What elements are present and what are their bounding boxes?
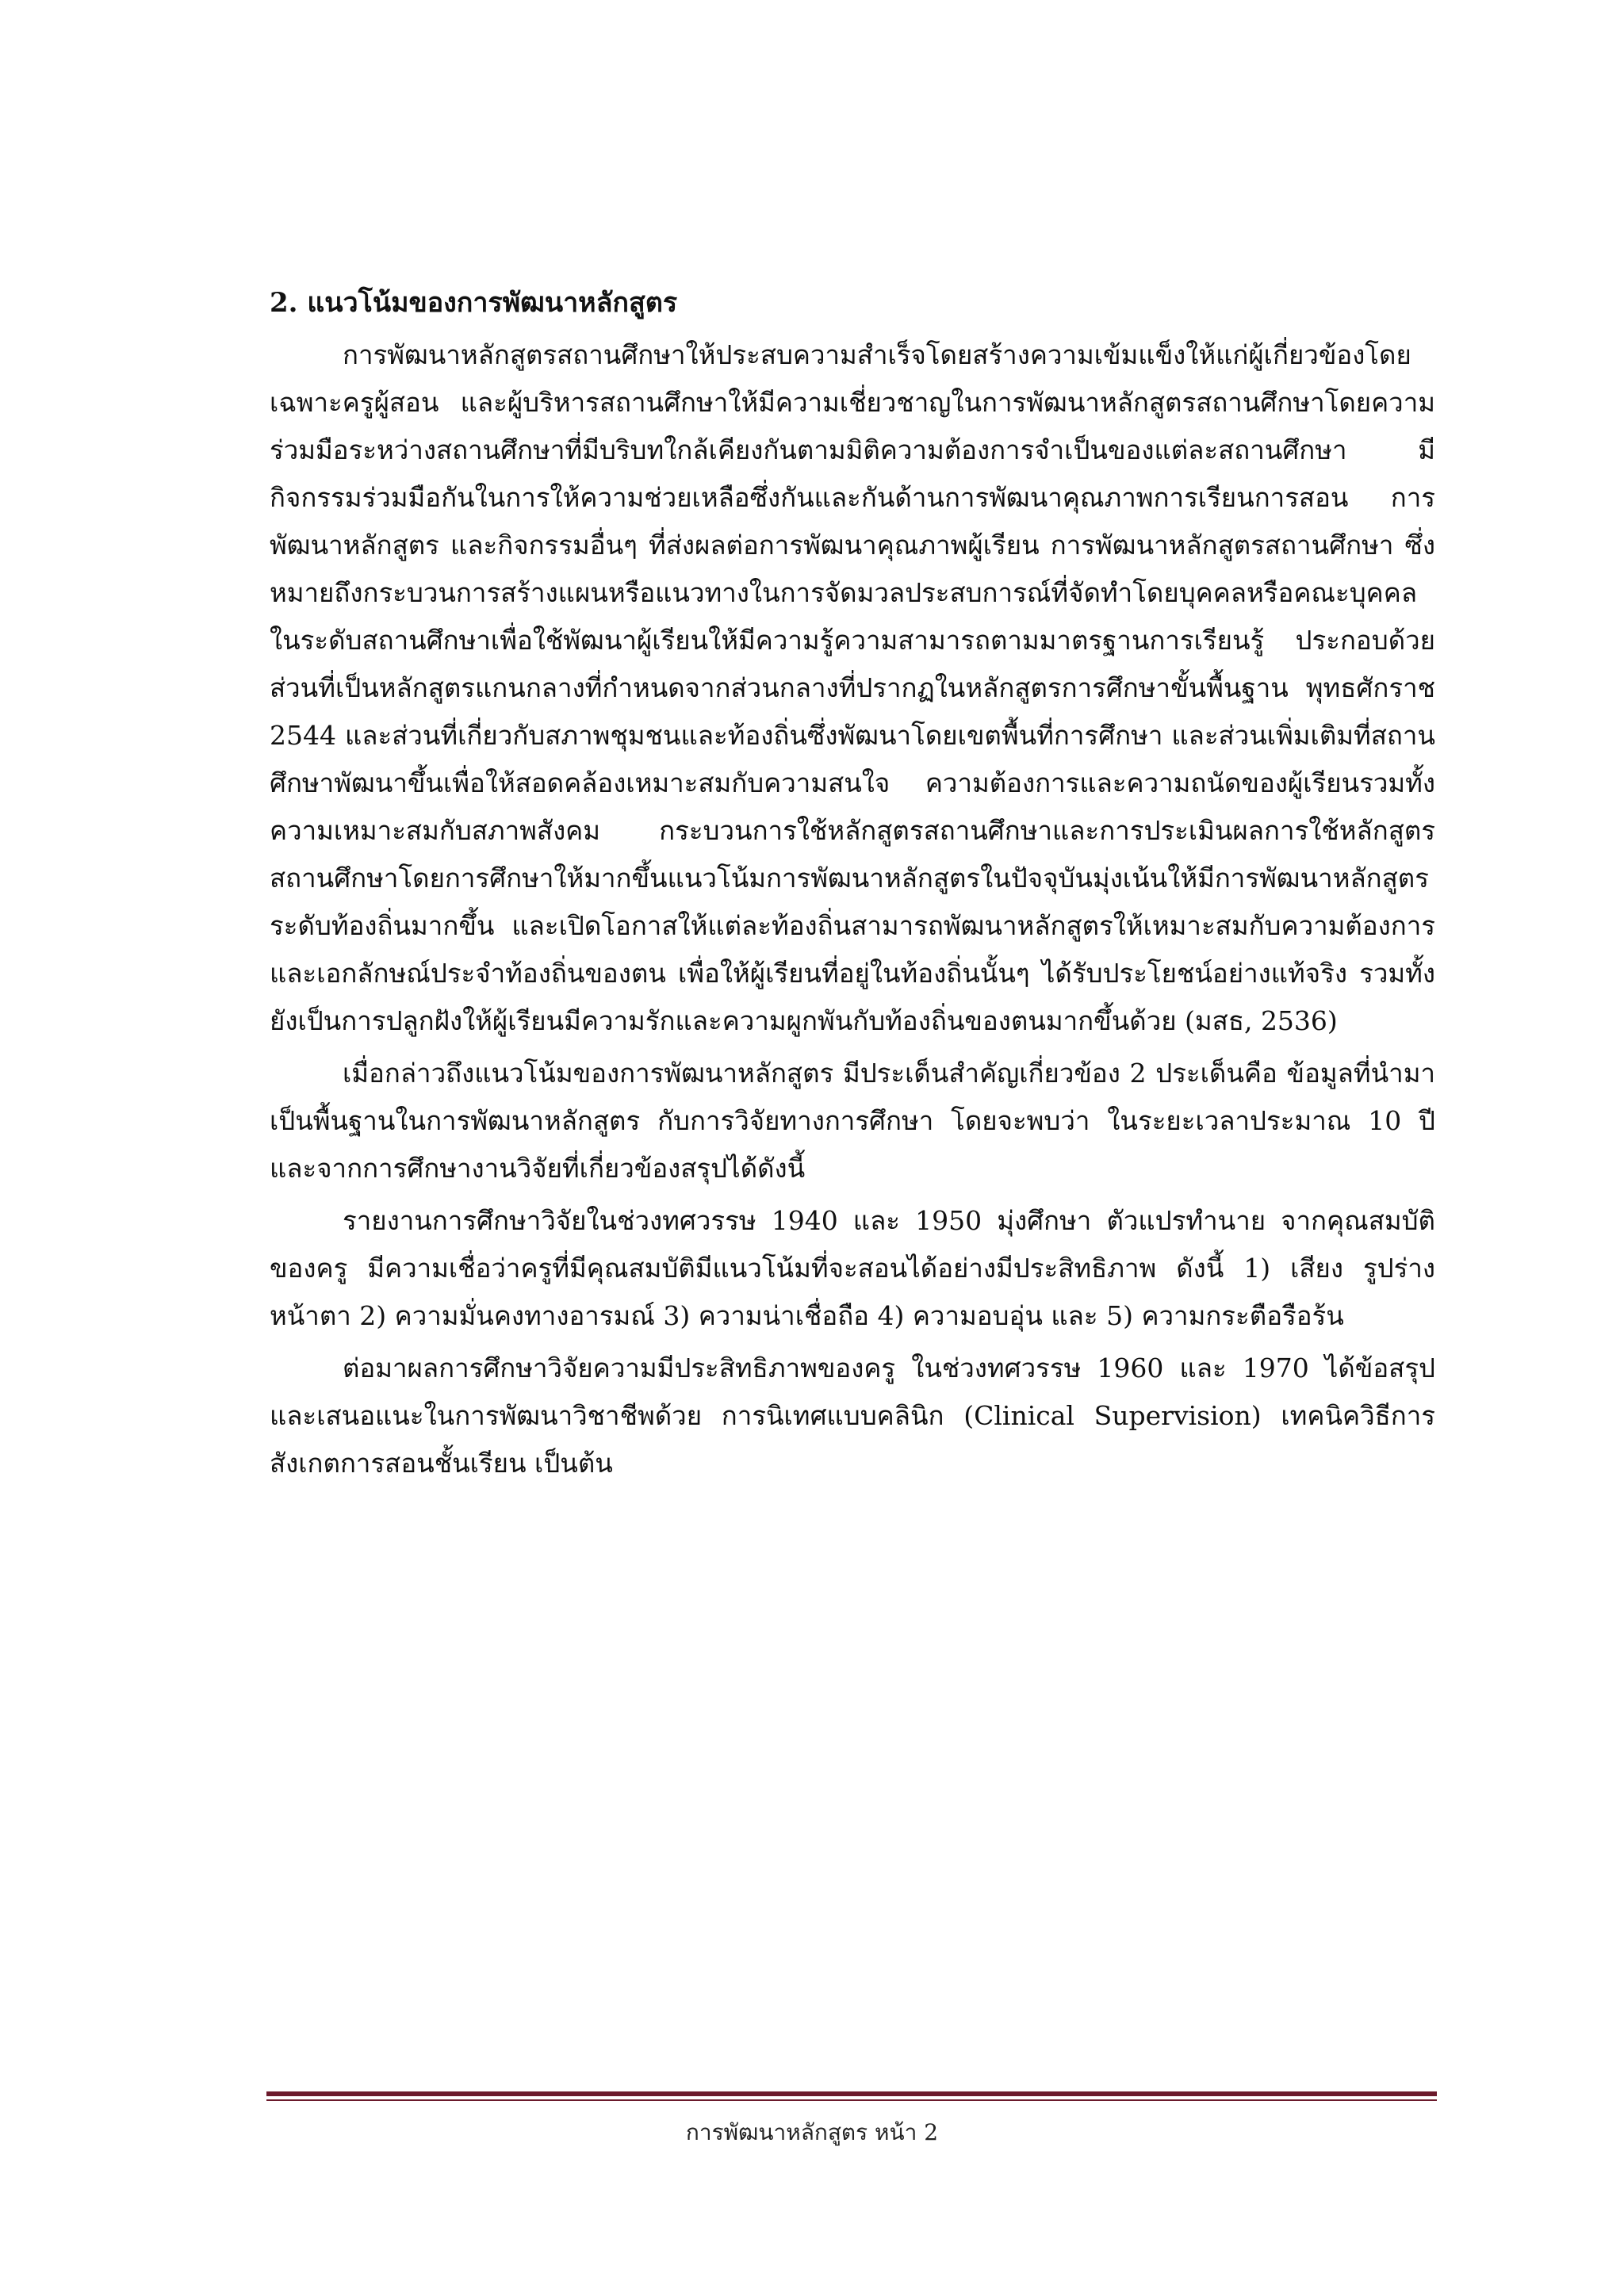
section-heading: 2. แนวโน้มของการพัฒนาหลักสูตร (270, 287, 678, 319)
paragraph-1: การพัฒนาหลักสูตรสถานศึกษาให้ประสบความสำเร็จโดยสร้างความเข้มแข็งให้แก่ผู้เกี่ยวข้องโดยเฉพาะครูผู้สอน และผู้บริหารสถานศึกษาให้มีความเชี่ยวชาญในการพัฒนาหลักสูตรสถานศึกษาโดยความร่วมมือระหว่างสถานศึกษาที่มีบริบทใกล้เคียงกันตามมิติความต้องการจำเป็นของแต่ละสถานศึกษา มีกิจกรรมร่วมมือกันในการให้ความช่วยเหลือซึ่งกันและกันด้านการพัฒนาคุณภาพการเรียนการสอน การพัฒนาหลักสูตร และกิจกรรมอื่นๆ ที่ส่งผลต่อการพัฒนาคุณภาพผู้เรียน การพัฒนาหลักสูตรสถานศึกษา ซึ่งหมายถึงกระบวนการสร้างแผนหรือแนวทางในการจัดมวลประสบการณ์ที่จัดทำโดยบุคคลหรือคณะบุคคลในระดับสถานศึกษาเพื่อใช้พัฒนาผู้เรียนให้มีความรู้ความสามารถตามมาตรฐานการเรียนรู้ ประกอบด้วย ส่วนที่เป็นหลักสูตรแกนกลางที่กำหนดจากส่วนกลางที่ปรากฏในหลักสูตรการศึกษาขั้นพื้นฐาน พุทธศักราช 2544 และส่วนที่เกี่ยวกับสภาพชุมชนและท้องถิ่นซึ่งพัฒนาโดยเขตพื้นที่การศึกษา และส่วนเพิ่มเติมที่สถานศึกษาพัฒนาขึ้นเพื่อให้สอดคล้องเหมาะสมกับความสนใจ ความต้องการและความถนัดของผู้เรียนรวมทั้งความเหมาะสมกับสภาพสังคม กระบวนการใช้หลักสูตรสถานศึกษาและการประเมินผลการใช้หลักสูตรสถานศึกษาโดยการศึกษาให้มากขึ้นแนวโน้มการพัฒนาหลักสูตรในปัจจุบันมุ่งเน้นให้มีการพัฒนาหลักสูตรระดับท้องถิ่นมากขึ้น และเปิดโอกาสให้แต่ละท้องถิ่นสามารถพัฒนาหลักสูตรให้เหมาะสมกับความต้องการและเอกลักษณ์ประจำท้องถิ่นของตน เพื่อให้ผู้เรียนที่อยู่ในท้องถิ่นนั้นๆ ได้รับประโยชน์อย่างแท้จริง รวมทั้งยังเป็นการปลูกฝังให้ผู้เรียนมีความรักและความผูกพันกับท้องถิ่นของตนมากขึ้นด้วย (มสธ, 2536) (270, 339, 1435, 1036)
page-body (270, 279, 1435, 1492)
paragraph-3: รายงานการศึกษาวิจัยในช่วงทศวรรษ 1940 และ 1950 มุ่งศึกษา ตัวแปรทำนาย จากคุณสมบัติของครู มีความเชื่อว่าครูที่มีคุณสมบัติมีแนวโน้มที่จะสอนได้อย่างมีประสิทธิภาพ ดังนี้ 1) เสียง รูปร่างหน้าตา 2) ความมั่นคงทางอารมณ์ 3) ความน่าเชื่อถือ 4) ความอบอุ่น และ 5) ความกระตือรือร้น (270, 1205, 1435, 1331)
page-footer: การพัฒนาหลักสูตร หน้า 2 (685, 2119, 939, 2145)
paragraph-2: เมื่อกล่าวถึงแนวโน้มของการพัฒนาหลักสูตร มีประเด็นสำคัญเกี่ยวข้อง 2 ประเด็นคือ ข้อมูลที่นำมาเป็นพื้นฐานในการพัฒนาหลักสูตร กับการวิจัยทางการศึกษา โดยจะพบว่า ในระยะเวลาประมาณ 10 ปี และจากการศึกษางานวิจัยที่เกี่ยวข้องสรุปได้ดังนี้ (270, 1058, 1435, 1184)
footer-divider (266, 2091, 1437, 2101)
paragraph-4: ต่อมาผลการศึกษาวิจัยความมีประสิทธิภาพของครู ในช่วงทศวรรษ 1960 และ 1970 ได้ข้อสรุปและเสนอแนะในการพัฒนาวิชาชีพด้วย การนิเทศแบบคลินิก (Clinical Supervision) เทคนิควิธีการสังเกตการสอนชั้นเรียน เป็นต้น (270, 1353, 1435, 1479)
